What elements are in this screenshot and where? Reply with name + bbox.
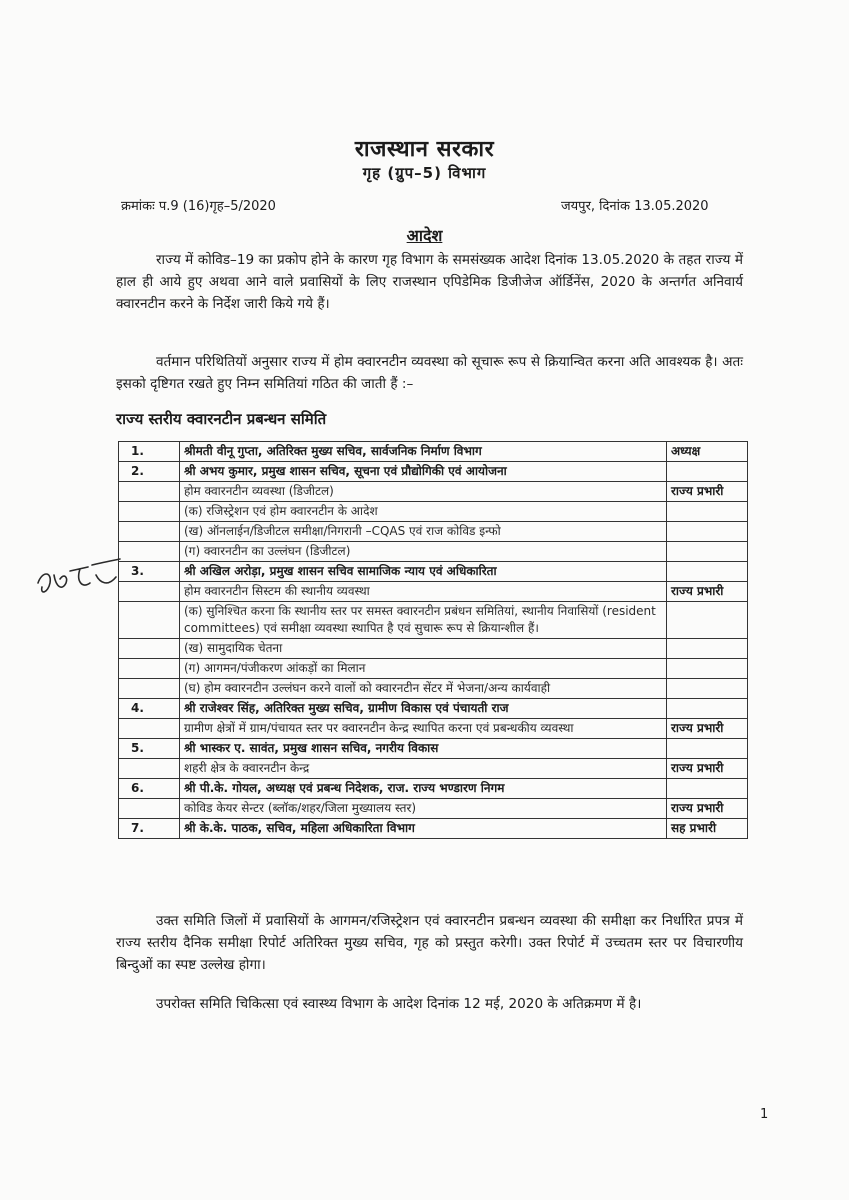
- row-number: [119, 542, 180, 562]
- row-role: [667, 502, 748, 522]
- row-role: [667, 562, 748, 582]
- table-row: [119, 602, 748, 639]
- row-role: राज्य प्रभारी: [667, 482, 748, 502]
- paragraph-2: वर्तमान परिथितियों अनुसार राज्य में होम क्वारनटीन व्यवस्था को सूचारू रूप से क्रियान्वित करना अति आवश्यक है। अतः इसको दृष्टिगत रखते हुए निम्न समितियां गठित की जाती हैं :–: [116, 354, 743, 392]
- table-row: [119, 659, 748, 679]
- row-role: [667, 739, 748, 759]
- table-row: [119, 819, 748, 839]
- table-row: [119, 562, 748, 582]
- paragraph-4: उपरोक्त समिति चिकित्सा एवं स्वास्थ्य विभाग के आदेश दिनांक 12 मई, 2020 के अतिक्रमण में है।: [156, 996, 642, 1012]
- row-description: शहरी क्षेत्र के क्वारनटीन केन्द्र: [180, 759, 667, 779]
- section-heading: राज्य स्तरीय क्वारनटीन प्रबन्धन समिति: [116, 410, 327, 428]
- row-role: [667, 522, 748, 542]
- table-row: [119, 522, 748, 542]
- row-role: राज्य प्रभारी: [667, 799, 748, 819]
- row-description: (क) रजिस्ट्रेशन एवं होम क्वारनटीन के आदेश: [180, 502, 667, 522]
- row-role: राज्य प्रभारी: [667, 719, 748, 739]
- row-number: 4.: [119, 699, 180, 719]
- row-description: श्री अभय कुमार, प्रमुख शासन सचिव, सूचना एवं प्रौद्योगिकी एवं आयोजना: [180, 462, 667, 482]
- row-role: राज्य प्रभारी: [667, 759, 748, 779]
- row-role: [667, 699, 748, 719]
- committee-table: [118, 441, 748, 839]
- row-description: कोविड केयर सेन्टर (ब्लॉक/शहर/जिला मुख्यालय स्तर): [180, 799, 667, 819]
- row-description: श्री राजेश्वर सिंह, अतिरिक्त मुख्य सचिव, ग्रामीण विकास एवं पंचायती राज: [180, 699, 667, 719]
- row-description: (ख) ऑनलाईन/डिजीटल समीक्षा/निगरानी –CQAS एवं राज कोविड इन्फो: [180, 522, 667, 542]
- table-row: [119, 542, 748, 562]
- table-row: [119, 699, 748, 719]
- row-role: [667, 462, 748, 482]
- row-description: होम क्वारनटीन व्यवस्था (डिजीटल): [180, 482, 667, 502]
- row-role: [667, 542, 748, 562]
- row-role: [667, 779, 748, 799]
- row-number: [119, 759, 180, 779]
- row-role: [667, 602, 748, 639]
- row-description: श्रीमती वीनू गुप्ता, अतिरिक्त मुख्य सचिव, सार्वजनिक निर्माण विभाग: [180, 442, 667, 462]
- row-role: [667, 679, 748, 699]
- table-row: [119, 639, 748, 659]
- row-role: अध्यक्ष: [667, 442, 748, 462]
- row-number: [119, 522, 180, 542]
- row-description: होम क्वारनटीन सिस्टम की स्थानीय व्यवस्था: [180, 582, 667, 602]
- row-role: राज्य प्रभारी: [667, 582, 748, 602]
- table-row: [119, 482, 748, 502]
- row-number: 5.: [119, 739, 180, 759]
- row-number: 1.: [119, 442, 180, 462]
- government-title: राजस्थान सरकार: [354, 137, 495, 162]
- table-row: [119, 679, 748, 699]
- row-number: [119, 602, 180, 639]
- row-description: श्री पी.के. गोयल, अध्यक्ष एवं प्रबन्ध निदेशक, राज. राज्य भण्डारण निगम: [180, 779, 667, 799]
- place-date: जयपुर, दिनांक 13.05.2020: [561, 199, 709, 214]
- row-description: (घ) होम क्वारनटीन उल्लंघन करने वालों को क्वारनटीन सेंटर में भेजना/अन्य कार्यवाही: [180, 679, 667, 699]
- table-row: [119, 582, 748, 602]
- table-row: [119, 719, 748, 739]
- table-row: [119, 462, 748, 482]
- row-number: [119, 582, 180, 602]
- table-row: [119, 442, 748, 462]
- department-title: गृह (ग्रुप–5) विभाग: [362, 164, 487, 182]
- order-heading: आदेश: [406, 226, 443, 245]
- table-row: [119, 739, 748, 759]
- paragraph-1: राज्य में कोविड–19 का प्रकोप होने के कारण गृह विभाग के समसंख्यक आदेश दिनांक 13.05.2020 के तहत राज्य में हाल ही आये हुए अथवा आने वाले प्रवासियों के लिए राजस्थान एपिडेमिक डिजीजेज ऑर्डिनेंस, 2020 के अन्तर्गत अनिवार्य क्वारनटीन करने के निर्देश जारी किये गये हैं।: [116, 252, 743, 312]
- row-number: [119, 482, 180, 502]
- row-number: [119, 679, 180, 699]
- row-description: (ग) क्वारनटीन का उल्लंघन (डिजीटल): [180, 542, 667, 562]
- row-description: (ग) आगमन/पंजीकरण आंकड़ों का मिलान: [180, 659, 667, 679]
- row-role: सह प्रभारी: [667, 819, 748, 839]
- table-row: [119, 759, 748, 779]
- table-row: [119, 799, 748, 819]
- handwritten-annotation: [30, 553, 125, 603]
- row-role: [667, 659, 748, 679]
- page-number: 1: [760, 1107, 769, 1122]
- row-number: [119, 659, 180, 679]
- row-number: [119, 502, 180, 522]
- row-description: ग्रामीण क्षेत्रों में ग्राम/पंचायत स्तर पर क्वारनटीन केन्द्र स्थापित करना एवं प्रबन्धकीय व्यवस्था: [180, 719, 667, 739]
- reference-number: क्रमांकः प.9 (16)गृह–5/2020: [121, 199, 276, 214]
- row-number: 2.: [119, 462, 180, 482]
- row-number: [119, 719, 180, 739]
- row-description: श्री भास्कर ए. सावंत, प्रमुख शासन सचिव, नगरीय विकास: [180, 739, 667, 759]
- row-number: 6.: [119, 779, 180, 799]
- row-description: श्री अखिल अरोड़ा, प्रमुख शासन सचिव सामाजिक न्याय एवं अधिकारिता: [180, 562, 667, 582]
- row-number: 7.: [119, 819, 180, 839]
- row-description: (ख) सामुदायिक चेतना: [180, 639, 667, 659]
- row-description: श्री के.के. पाठक, सचिव, महिला अधिकारिता विभाग: [180, 819, 667, 839]
- table-row: [119, 502, 748, 522]
- table-row: [119, 779, 748, 799]
- row-number: [119, 639, 180, 659]
- row-description: (क) सुनिश्चित करना कि स्थानीय स्तर पर समस्त क्वारनटीन प्रबंधन समितियां, स्थानीय निवासियों (resident committees) एवं समीक्षा व्यवस्था स्थापित है एवं सुचारू रूप से क्रियान्शील हैं।: [180, 602, 667, 639]
- row-role: [667, 639, 748, 659]
- row-number: [119, 799, 180, 819]
- paragraph-3: उक्त समिति जिलों में प्रवासियों के आगमन/रजिस्ट्रेशन एवं क्वारनटीन प्रबन्धन व्यवस्था की समीक्षा कर निर्धारित प्रपत्र में राज्य स्तरीय दैनिक समीक्षा रिपोर्ट अतिरिक्त मुख्य सचिव, गृह को प्रस्तुत करेगी। उक्त रिपोर्ट में उच्चतम स्तर पर विचारणीय बिन्दुओं का स्पष्ट उल्लेख होगा।: [116, 913, 743, 973]
- row-number: 3.: [119, 562, 180, 582]
